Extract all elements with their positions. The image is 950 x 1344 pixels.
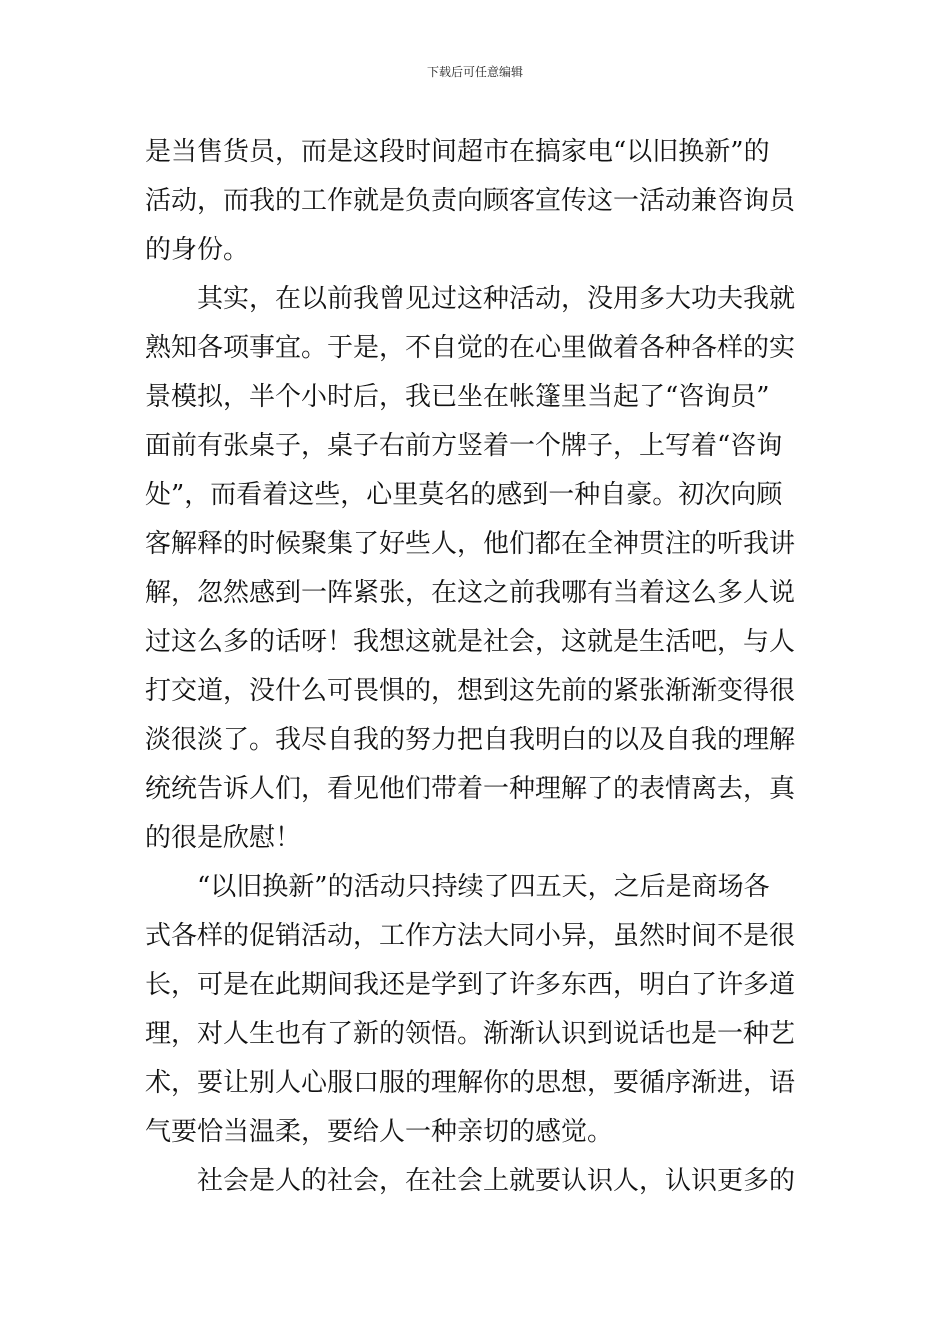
text-line: 社会是人的社会，在社会上就要认识人，认识更多的: [197, 1166, 796, 1196]
text-line: 气要恰当温柔，要给人一种亲切的感觉。: [145, 1117, 614, 1147]
page-header: 下载后可任意编辑: [426, 65, 523, 79]
text-line: 活动，而我的工作就是负责向顾客宣传这一活动兼咨询员: [145, 186, 796, 216]
text-line: 过这么多的话呀！我想这就是社会，这就是生活吧，与人: [145, 627, 796, 657]
text-line: 的很是欣慰！: [145, 823, 302, 853]
paragraph: [145, 1157, 810, 1206]
text-line: 打交道，没什么可畏惧的，想到这先前的紧张渐渐变得很: [145, 676, 796, 706]
text-line: 淡很淡了。我尽自我的努力把自我明白的以及自我的理解: [145, 725, 796, 755]
paragraph: [145, 863, 810, 1157]
text-line: 的身份。: [145, 235, 250, 265]
text-line: 理，对人生也有了新的领悟。渐渐认识到说话也是一种艺: [145, 1019, 796, 1049]
document-body: [145, 128, 810, 1206]
text-line: 长，可是在此期间我还是学到了许多东西，明白了许多道: [145, 970, 796, 1000]
text-line: “以旧换新”的活动只持续了四五天，之后是商场各: [197, 872, 770, 902]
text-line: 处”，而看着这些，心里莫名的感到一种自豪。初次向顾: [145, 480, 783, 510]
text-line: 是当售货员，而是这段时间超市在搞家电“以旧换新”的: [145, 137, 770, 167]
text-line: 式各样的促销活动，工作方法大同小异，虽然时间不是很: [145, 921, 796, 951]
text-line: 面前有张桌子，桌子右前方竖着一个牌子，上写着“咨询: [145, 431, 783, 461]
text-line: 术，要让别人心服口服的理解你的思想，要循序渐进，语: [145, 1068, 796, 1098]
text-line: 统统告诉人们，看见他们带着一种理解了的表情离去，真: [145, 774, 796, 804]
paragraph: [145, 275, 810, 863]
text-line: 其实，在以前我曾见过这种活动，没用多大功夫我就: [197, 284, 796, 314]
paragraph: [145, 128, 810, 275]
text-line: 客解释的时候聚集了好些人，他们都在全神贯注的听我讲: [145, 529, 796, 559]
text-line: 景模拟，半个小时后，我已坐在帐篷里当起了“咨询员”: [145, 382, 770, 412]
text-line: 解，忽然感到一阵紧张，在这之前我哪有当着这么多人说: [145, 578, 796, 608]
text-line: 熟知各项事宜。于是，不自觉的在心里做着各种各样的实: [145, 333, 796, 363]
